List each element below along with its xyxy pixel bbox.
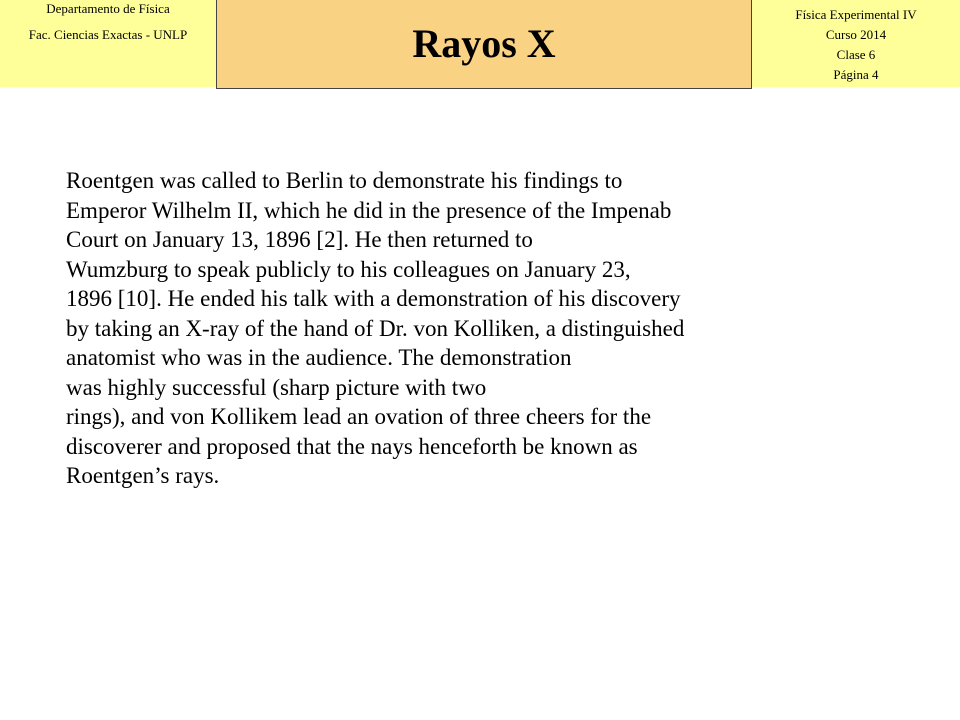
paragraph-line: was highly successful (sharp picture with two (66, 374, 487, 400)
faculty-name: Fac. Ciencias Exactas - UNLP (28, 27, 188, 42)
paragraph-line: 1896 [10]. He ended his talk with a demonstration of his discovery (66, 286, 681, 311)
course-name: Física Experimental IV (795, 7, 917, 22)
paragraph-line: anatomist who was in the audience. The demonstration (66, 345, 572, 370)
paragraph-line: rings), and von Kollikem lead an ovation of three cheers for the (66, 404, 652, 429)
paragraph-line: Roentgen’s rays. (66, 463, 220, 488)
paragraph-line: Roentgen was called to Berlin to demonstrate his findings to (66, 168, 623, 193)
paragraph-line: by taking an X-ray of the hand of Dr. von Kolliken, a distinguished (66, 315, 685, 341)
body-paragraph (66, 166, 806, 491)
paragraph-line: Emperor Wilhelm II, which he did in the presence of the Impenab (66, 197, 672, 223)
department-header (0, 0, 216, 87)
title-header (216, 0, 752, 89)
class-number: Clase 6 (836, 47, 876, 62)
page-number: Página 4 (833, 67, 879, 82)
page-title: Rayos X (412, 21, 556, 66)
course-header (752, 0, 960, 87)
paragraph-line: Court on January 13, 1896 [2]. He then returned to (66, 227, 533, 252)
department-name: Departamento de Física (46, 1, 170, 16)
paragraph-line: Wumzburg to speak publicly to his colleagues on January 23, (66, 256, 631, 282)
paragraph-line: discoverer and proposed that the nays henceforth be known as (66, 433, 638, 459)
course-year: Curso 2014 (825, 27, 887, 42)
